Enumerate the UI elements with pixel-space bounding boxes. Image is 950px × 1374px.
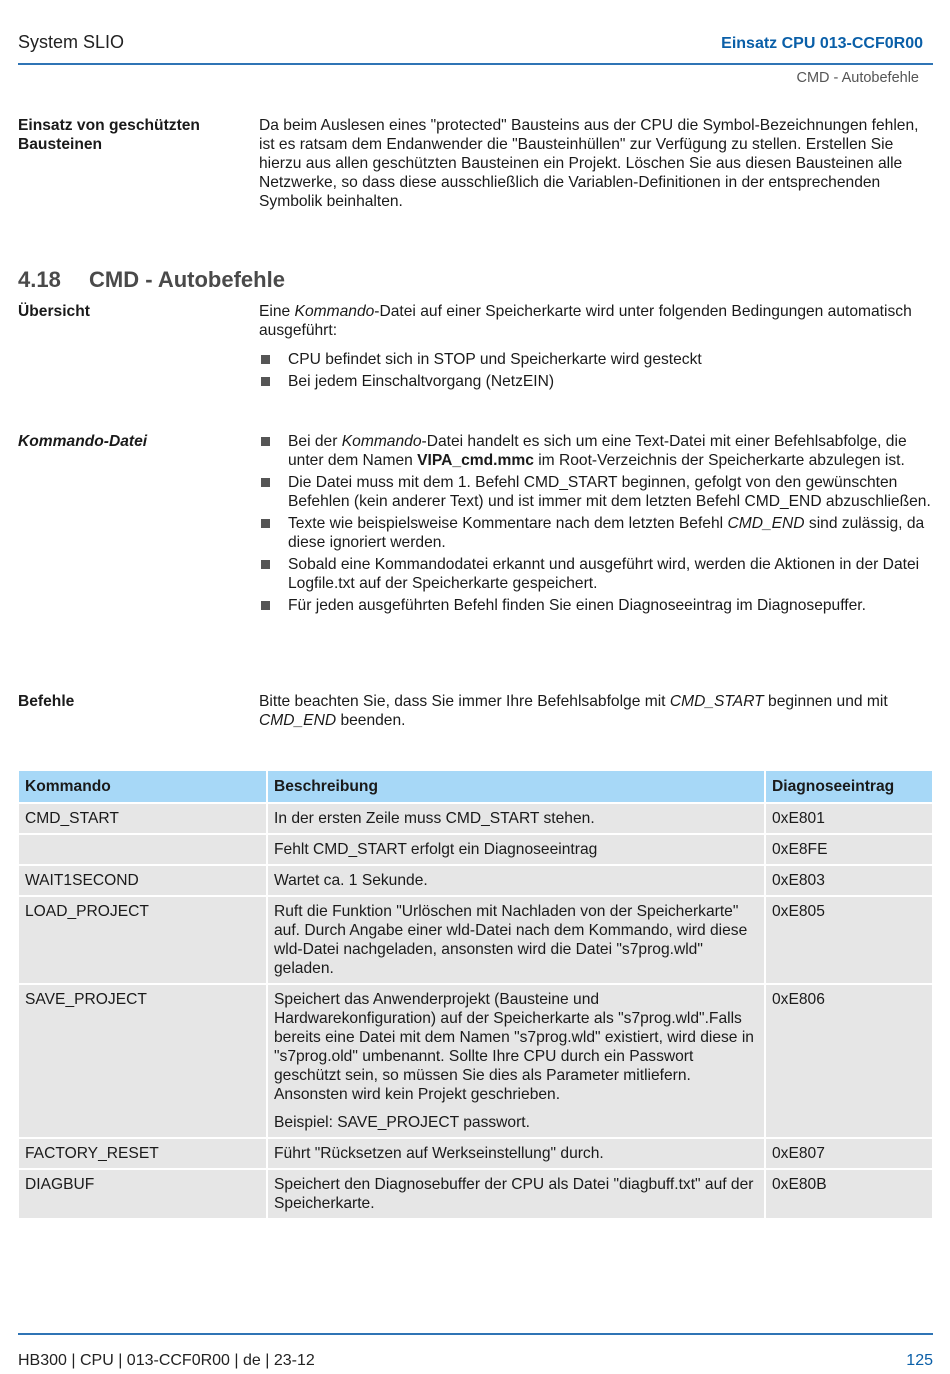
table-row [19,804,932,833]
table-row [19,1170,932,1218]
description-paragraph: Speichert das Anwenderprojekt (Bausteine und Hardwarekonfiguration) auf der Speicherkarte als "s7prog.wld".Falls bereits eine Datei mit dem Namen "s7prog.wld" existiert, wird diese in "s7prog.old" umbenannt. Sollte Ihre CPU durch ein Passwort geschützt sein, so müssen Sie dies als Parameter mitliefern. Ansonsten wird kein Projekt geschrieben. [274,991,754,1103]
section-heading-title: CMD - Autobefehle [89,267,285,292]
table-row [19,866,932,895]
list-item: Bei der Kommando-Datei handelt es sich um eine Text-Datei mit einer Befehlsabfolge, die unter dem Namen VIPA_cmd.mmc im Root-Verzeichnis der Speicherkarte abzulegen ist. [259,432,935,470]
diagnostic-cell: 0xE801 [766,804,932,833]
overview-intro: Eine Kommando-Datei auf einer Speicherkarte wird unter folgenden Bedingungen automatisch ausgeführt: [259,303,912,339]
footer-rule [18,1333,933,1335]
commands-label: Befehle [18,693,75,710]
diagnostic-cell: 0xE80B [766,1170,932,1218]
list-item: Texte wie beispielsweise Kommentare nach dem letzten Befehl CMD_END sind zulässig, da diese ignoriert werden. [259,514,935,552]
bullet-square-icon [261,377,270,386]
command-cell: SAVE_PROJECT [19,985,266,1137]
chapter-title: Einsatz CPU 013-CCF0R00 [721,35,923,52]
command-cell: WAIT1SECOND [19,866,266,895]
list-item: Die Datei muss mit dem 1. Befehl CMD_START beginnen, gefolgt von den gewünschten Befehlen (kein anderer Text) und ist immer mit dem letzten Befehl CMD_END abzuschließen. [259,473,935,511]
section-title: CMD - Autobefehle [796,70,919,86]
description-cell [268,985,764,1137]
manual-brand: System SLIO [18,32,125,52]
column-header-description: Beschreibung [268,771,764,802]
diagnostic-cell: 0xE803 [766,866,932,895]
diagnostic-cell: 0xE807 [766,1139,932,1168]
table-header-row [19,771,932,802]
protected-blocks-text: Da beim Auslesen eines "protected" Bausteins aus der CPU die Symbol-Bezeichnungen fehlen, ist es ratsam dem Endanwender die "Bausteinhüllen" zur Verfügung zu stellen. Erstellen Sie hierzu aus allen geschützten Bausteinen ein Projekt. Löschen Sie aus diesen Bausteinen alle Netzwerke, so dass diese ausschließlich die Variablen-Definitionen in der entsprechenden Symbolik beinhalten. [259,117,919,210]
overview-label: Übersicht [18,303,90,320]
footer-document-id: HB300 | CPU | 013-CCF0R00 | de | 23-12 [18,1352,315,1369]
page-number: 125 [906,1352,933,1369]
column-header-command: Kommando [19,771,266,802]
header-rule [18,63,933,65]
command-cell: FACTORY_RESET [19,1139,266,1168]
description-cell: Ruft die Funktion "Urlöschen mit Nachladen von der Speicherkarte" auf. Durch Angabe einer wld-Datei nach dem Kommando, wird diese wld-Datei nachgeladen, ansonsten wird die Datei "s7prog.wld" geladen. [268,897,764,983]
commands-text: Bitte beachten Sie, dass Sie immer Ihre Befehlsabfolge mit CMD_START beginnen und mit CMD_END beenden. [259,693,888,729]
table-row [19,897,932,983]
command-cell: LOAD_PROJECT [19,897,266,983]
description-cell: Speichert den Diagnosebuffer der CPU als Datei "diagbuff.txt" auf der Speicherkarte. [268,1170,764,1218]
bullet-square-icon [261,601,270,610]
command-table [17,769,934,1220]
table-row [19,985,932,1137]
description-cell: In der ersten Zeile muss CMD_START stehen. [268,804,764,833]
command-cell [19,835,266,864]
bullet-square-icon [261,437,270,446]
command-cell: DIAGBUF [19,1170,266,1218]
bullet-square-icon [261,519,270,528]
section-heading [18,267,285,293]
list-item: Für jeden ausgeführten Befehl finden Sie einen Diagnoseeintrag im Diagnosepuffer. [259,596,935,615]
description-cell: Wartet ca. 1 Sekunde. [268,866,764,895]
description-cell: Fehlt CMD_START erfolgt ein Diagnoseeintrag [268,835,764,864]
list-item: CPU befindet sich in STOP und Speicherkarte wird gesteckt [259,350,935,369]
command-file-content [259,432,935,618]
bullet-square-icon [261,478,270,487]
protected-blocks-label: Einsatz von geschützten Bausteinen [18,117,200,153]
description-example: Beispiel: SAVE_PROJECT passwort. [274,1114,530,1131]
bullet-square-icon [261,355,270,364]
diagnostic-cell: 0xE8FE [766,835,932,864]
table-row [19,835,932,864]
overview-content [259,302,935,394]
section-number: 4.18 [18,267,61,292]
description-cell: Führt "Rücksetzen auf Werkseinstellung" durch. [268,1139,764,1168]
list-item: Sobald eine Kommandodatei erkannt und ausgeführt wird, werden die Aktionen in der Datei Logfile.txt auf der Speicherkarte gespeichert. [259,555,935,593]
list-item: Bei jedem Einschaltvorgang (NetzEIN) [259,372,935,391]
command-cell: CMD_START [19,804,266,833]
column-header-diagnostic: Diagnoseeintrag [766,771,932,802]
diagnostic-cell: 0xE806 [766,985,932,1137]
command-file-bullet-list [259,432,935,615]
overview-bullet-list [259,350,935,391]
table-row [19,1139,932,1168]
command-file-label: Kommando-Datei [18,433,148,450]
bullet-square-icon [261,560,270,569]
diagnostic-cell: 0xE805 [766,897,932,983]
